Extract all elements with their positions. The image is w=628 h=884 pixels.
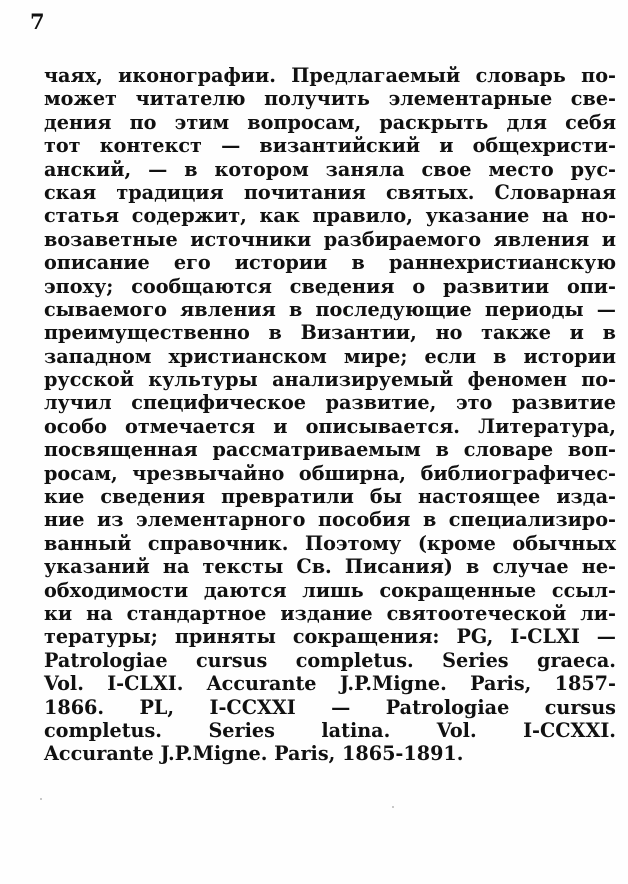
text-line: анский, — в котором заняла свое место рус- [44, 157, 616, 181]
text-line: сываемого явления в последующие периоды — [44, 297, 616, 321]
text-line: 1866. PL, I-CCXXI — Patrologiae cursus [44, 695, 616, 719]
text-line: ванный справочник. Поэтому (кроме обычных [44, 531, 616, 555]
print-speck [40, 798, 42, 800]
text-line: ки на стандартное издание святоотеческой ли- [44, 601, 616, 625]
text-line: лучил специфическое развитие, это развитие [44, 391, 616, 415]
text-line: Accurante J.P.Migne. Paris, 1865-1891. [44, 742, 464, 766]
text-line: Vol. I-CLXI. Accurante J.P.Migne. Paris, 1857- [44, 672, 616, 696]
page-number: 7 [30, 9, 45, 34]
text-line: посвященная рассматриваемым в словаре воп- [44, 438, 616, 462]
text-line: статья содержит, как правило, указание на но- [44, 204, 616, 228]
body-paragraph [44, 64, 616, 766]
text-line: тературы; приняты сокращения: PG, I-CLXI — [44, 625, 616, 649]
text-line: указаний на тексты Св. Писания) в случае не- [44, 555, 616, 579]
text-line: описание его истории в раннехристианскую [44, 251, 616, 275]
text-line: возаветные источники разбираемого явления и [44, 227, 616, 251]
text-line: тот контекст — византийский и общехристи- [44, 134, 616, 158]
text-line: особо отмечается и описывается. Литература, [44, 414, 616, 438]
text-line: западном христианском мире; если в истории [44, 344, 616, 368]
print-speck [392, 806, 394, 808]
text-line: кие сведения превратили бы настоящее изда- [44, 485, 616, 509]
text-line: Patrologiae cursus completus. Series graeca. [44, 648, 616, 672]
text-line: преимущественно в Византии, но также и в [44, 321, 616, 345]
text-line: эпоху; сообщаются сведения о развитии опи- [44, 274, 616, 298]
text-line: чаях, иконографии. Предлагаемый словарь по- [44, 64, 616, 87]
text-line: может читателю получить элементарные све- [44, 87, 616, 111]
text-line: дения по этим вопросам, раскрыть для себя [44, 110, 616, 134]
text-line: обходимости даются лишь сокращенные ссыл- [44, 578, 616, 602]
text-line: ская традиция почитания святых. Словарная [44, 180, 616, 204]
text-line: completus. Series latina. Vol. I-CCXXI. [44, 718, 616, 742]
text-line: русской культуры анализируемый феномен по- [44, 368, 616, 392]
text-line: ние из элементарного пособия в специализиро- [44, 508, 616, 532]
text-line: росам, чрезвычайно обширна, библиографичес- [44, 461, 616, 485]
